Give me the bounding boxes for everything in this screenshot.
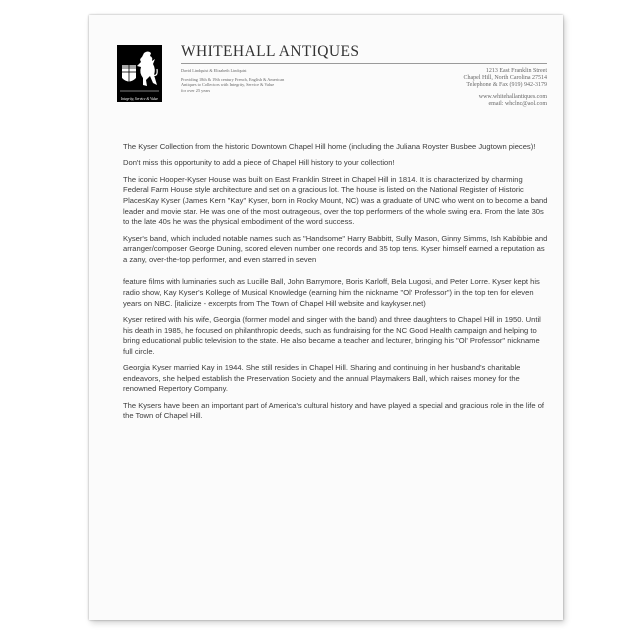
band-paragraph: Kyser's band, which included notable names such as "Handsome" Harry Babbitt, Sully Mason, Ginny Simms, Ish Kabibbie and arranger/composer George Duning, scored eleven number one records and 35 top tens. Kyser himself earned a reputation as a zany, over-the-top performer, and even starred in seven [123,233,548,264]
city-state-zip: Chapel Hill, North Carolina 27514 [463,75,547,82]
closing-paragraph: The Kysers have been an important part of America's cultural history and have played a special and gracious role in the life of the Town of Chapel Hill. [123,400,545,421]
house-history-paragraph: The iconic Hooper-Kyser House was built on East Franklin Street in Chapel Hill in 1814. It is characterized by charming Federal Farm House style architecture and set on a gracious lot. The house is listed on the National Register of Historic PlacesKay Kyser (James Kern "Kay" Kyser, born in Rocky Mount, NC) was a graduate of UNC who went on to become a band leader and movie star. He was one of the most outrageous, over the top performers of the whole swing era. From the late 30s to the late 40s he was the physical embodiment of the word success. [123,174,548,227]
email: email: whclnc@aol.com [488,100,547,107]
retirement-paragraph: Kyser retired with his wife, Georgia (former model and singer with the band) and three daughters to Chapel Hill in 1950. Until his death in 1985, he focused on philanthropic deeds, such as fundraising for the NC Good Health campaign and helping to bring educational public television to the state. He also became a teacher and lecturer, bringing his "Ol' Professor" nickname full circle. [123,314,541,356]
letter-body [123,142,548,428]
description-line: Antiques to Collectors with Integrity, Service & Value [181,82,275,88]
description-line: for over 25 years [181,87,211,93]
website: www.whitehallantiques.com [478,93,547,100]
georgia-paragraph: Georgia Kyser married Kay in 1944. She still resides in Chapel Hill. Sharing and continuing in her husband's charitable endeavors, she helped establish the Preservation Society and the annual Playmakers Ball, which raises money for the renowned Repertory Company. [123,363,521,394]
owners-line: David Lindquist & Elizabeth Lindquist [181,68,247,73]
lion-shield-icon [117,45,162,102]
logo-motto: Integrity, Service & Value [120,97,159,101]
document-sheet [89,15,563,620]
films-paragraph: feature films with luminaries such as Lucille Ball, John Barrymore, Boris Karloff, Bela Lugosi, and Peter Lorre. Kyser kept his radio show, Kay Kyser's Kollege of Musical Knowledge (earning him the nickname "Ol' Professor") in the top ten for eleven years on NBC. [italicize - excerpts from The Town of Chapel Hill website and kaykyser.net) [123,277,540,308]
description-line: Providing 18th & 19th century French, English & American [181,77,285,82]
phone-fax: Telephone & Fax (919) 942-3179 [466,82,547,89]
company-description [181,77,301,93]
call-to-action: Don't miss this opportunity to add a piece of Chapel Hill history to your collection! [123,158,395,168]
contact-block [464,68,548,108]
intro-paragraph: The Kyser Collection from the historic Downtown Chapel Hill home (including the Juliana Royster Busbee Jugtown pieces)! [123,142,536,151]
company-name: WHITEHALL ANTIQUES [181,43,360,60]
company-logo [117,45,162,102]
street-address: 1213 East Franklin Street [485,68,547,74]
header-rule [181,63,547,64]
